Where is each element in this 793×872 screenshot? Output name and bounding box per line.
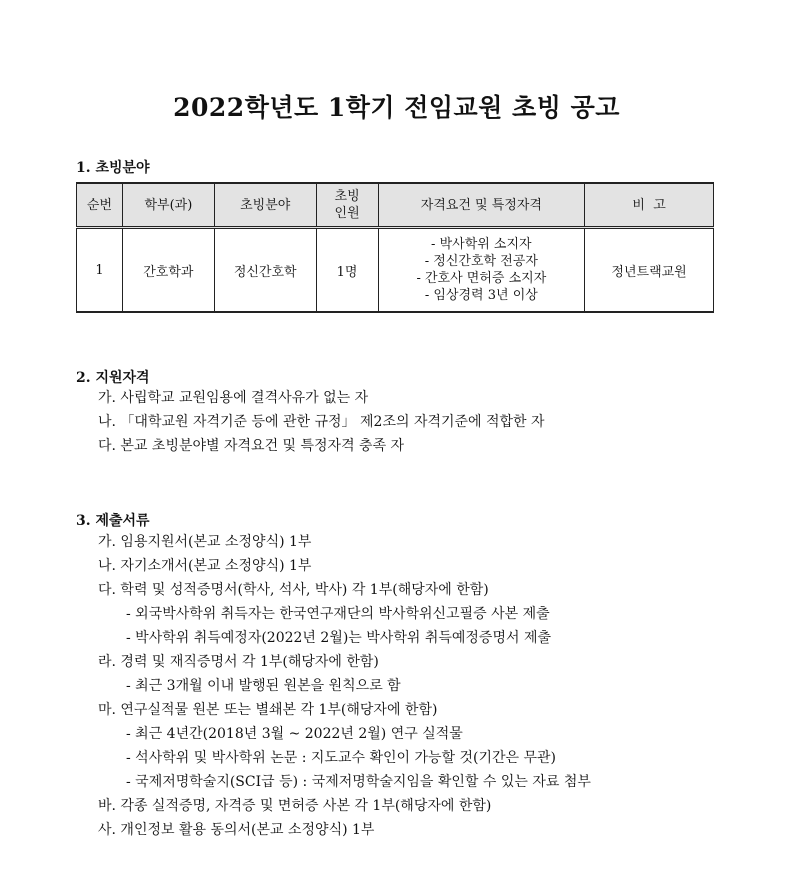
sub-list-item: - 박사학위 취득예정자(2022년 2월)는 박사학위 취득예정증명서 제출 — [126, 630, 551, 646]
eligibility-list — [98, 386, 545, 458]
header-dept: 학부(과) — [122, 183, 214, 228]
table-row — [77, 228, 714, 313]
sub-list-item: - 최근 4년간(2018년 3월 ~ 2022년 2월) 연구 실적물 — [126, 726, 463, 742]
section-heading-recruit-field: 1. 초빙분야 — [76, 160, 150, 176]
list-item: 가. 임용지원서(본교 소정양식) 1부 — [98, 534, 312, 550]
list-item: 라. 경력 및 재직증명서 각 1부(해당자에 한함) — [98, 654, 379, 670]
cell-no: 1 — [77, 228, 123, 313]
qualification-item: - 임상경력 3년 이상 — [424, 288, 538, 303]
cell-field: 정신간호학 — [214, 228, 316, 313]
list-item: 나. 자기소개서(본교 소정양식) 1부 — [98, 558, 312, 574]
list-item: 바. 각종 실적증명, 자격증 및 면허증 사본 각 1부(해당자에 한함) — [98, 798, 492, 814]
sub-list-item: - 외국박사학위 취득자는 한국연구재단의 박사학위신고필증 사본 제출 — [126, 606, 550, 622]
list-item: 사. 개인정보 활용 동의서(본교 소정양식) 1부 — [98, 822, 375, 838]
cell-dept: 간호학과 — [122, 228, 214, 313]
qualification-item: - 정신간호학 전공자 — [424, 254, 538, 269]
list-item: 마. 연구실적물 원본 또는 별쇄본 각 1부(해당자에 한함) — [98, 702, 438, 718]
documents-list — [98, 530, 591, 842]
list-item: 다. 본교 초빙분야별 자격요건 및 특정자격 충족 자 — [98, 438, 405, 454]
table-header-row — [77, 183, 714, 228]
list-item: 다. 학력 및 성적증명서(학사, 석사, 박사) 각 1부(해당자에 한함) — [98, 582, 489, 598]
qualification-item: - 박사학위 소지자 — [431, 237, 532, 252]
sub-list-item: - 최근 3개월 이내 발행된 원본을 원칙으로 함 — [126, 678, 401, 694]
header-count: 초빙 인원 — [316, 183, 378, 228]
cell-count: 1명 — [316, 228, 378, 313]
header-field: 초빙분야 — [214, 183, 316, 228]
sub-list-item: - 국제저명학술지(SCI급 등) : 국제저명학술지임을 확인할 수 있는 자료 첨부 — [126, 774, 591, 790]
section-heading-documents: 3. 제출서류 — [76, 513, 150, 529]
header-qualifications: 자격요건 및 특정자격 — [378, 183, 585, 228]
cell-qualifications — [378, 228, 585, 313]
header-no: 순번 — [77, 183, 123, 228]
recruit-field-table — [76, 182, 714, 313]
header-note: 비 고 — [585, 183, 714, 228]
sub-list-item: - 석사학위 및 박사학위 논문 : 지도교수 확인이 가능할 것(기간은 무관) — [126, 750, 557, 766]
cell-note: 정년트랙교원 — [585, 228, 714, 313]
section-heading-eligibility: 2. 지원자격 — [76, 370, 150, 386]
list-item: 가. 사립학교 교원임용에 결격사유가 없는 자 — [98, 390, 369, 406]
list-item: 나. 「대학교원 자격기준 등에 관한 규정」 제2조의 자격기준에 적합한 자 — [98, 414, 545, 430]
qualification-item: - 간호사 면허증 소지자 — [416, 271, 547, 286]
page-title: 2022학년도 1학기 전임교원 초빙 공고 — [173, 93, 620, 122]
